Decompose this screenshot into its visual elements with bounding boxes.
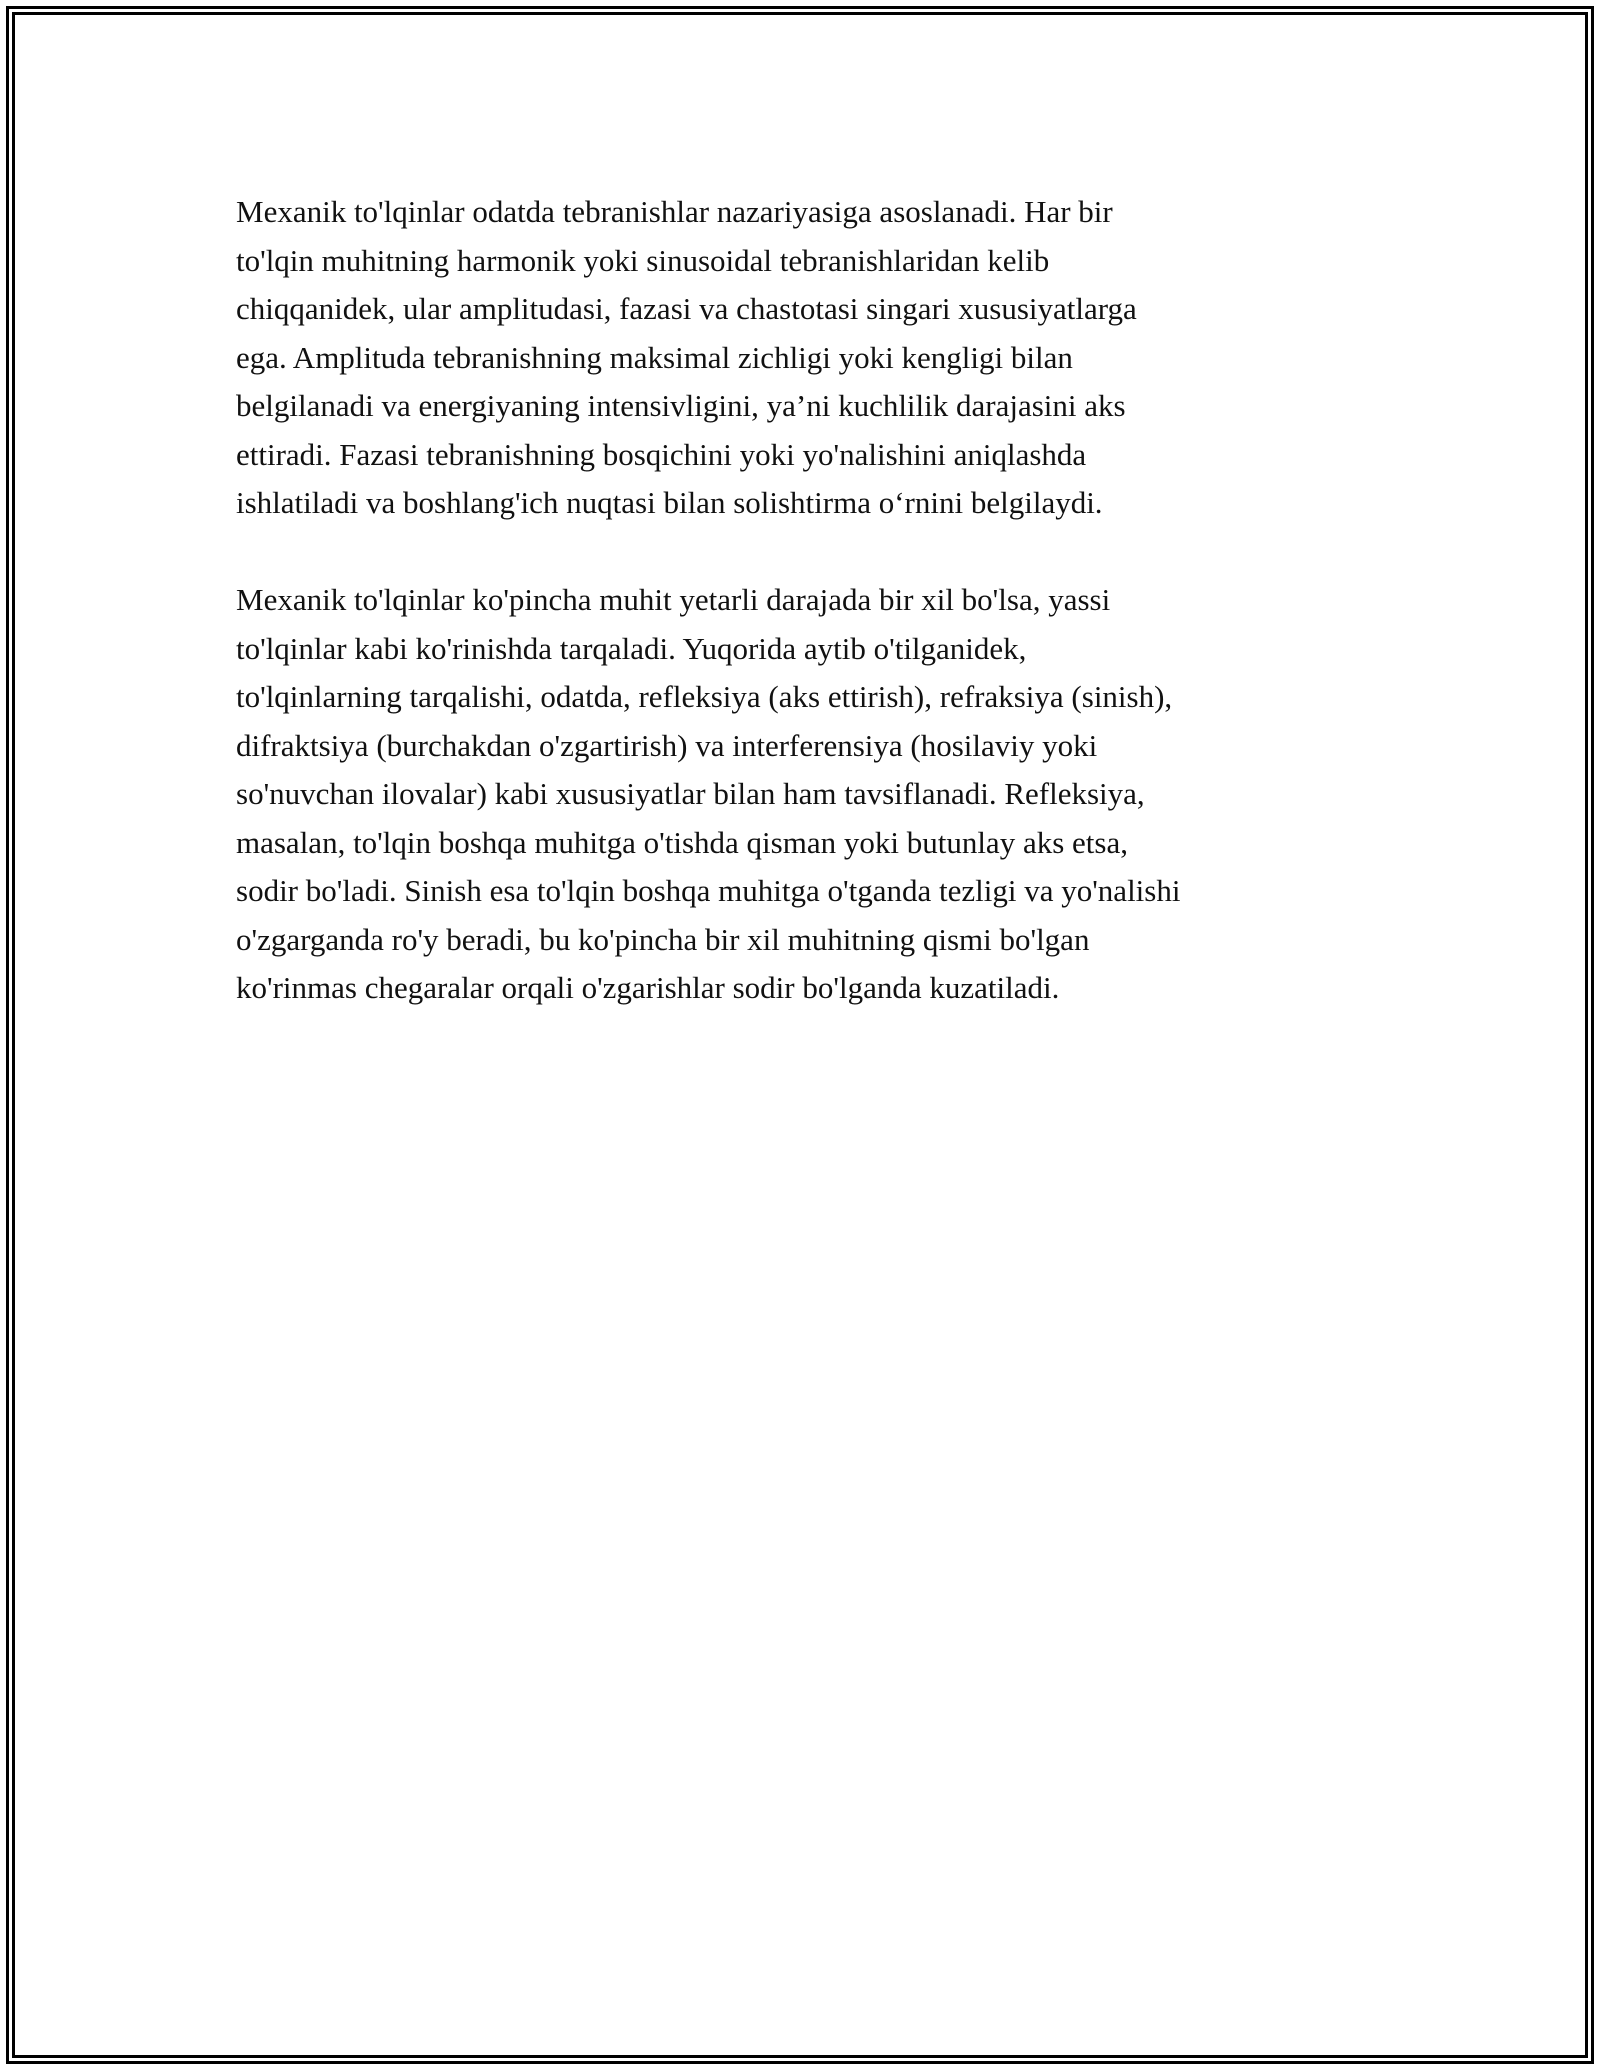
paragraph-1 — [236, 188, 1366, 528]
paragraph-line: difraktsiya (burchakdan o'zgartirish) va interferensiya (hosilaviy yoki — [236, 727, 1098, 763]
paragraph-line: ega. Amplituda tebranishning maksimal zichligi yoki kengligi bilan — [236, 339, 1073, 375]
paragraph-2 — [236, 576, 1366, 1013]
paragraph-line: belgilanadi va energiyaning intensivligini, ya’ni kuchlilik darajasini aks — [236, 388, 1126, 423]
paragraph-line: chiqqanidek, ular amplitudasi, fazasi va chastotasi singari xususiyatlarga — [236, 291, 1137, 326]
paragraph-line: o'zgarganda ro'y beradi, bu ko'pincha bir xil muhitning qismi bo'lgan — [236, 921, 1090, 957]
paragraph-line: to'lqinlarning tarqalishi, odatda, refleksiya (aks ettirish), refraksiya (sinish), — [236, 679, 1173, 714]
paragraph-line: Mexanik to'lqinlar odatda tebranishlar nazariyasiga asoslanadi. Har bir — [236, 194, 1113, 229]
paragraph-line: to'lqin muhitning harmonik yoki sinusoidal tebranishlaridan kelib — [236, 242, 1050, 278]
paragraph-line: ko'rinmas chegaralar orqali o'zgarishlar sodir bo'lganda kuzatiladi. — [236, 970, 1060, 1005]
paragraph-line: ishlatiladi va boshlang'ich nuqtasi bilan solishtirma o‘rnini belgilaydi. — [236, 485, 1103, 520]
paragraph-line: Mexanik to'lqinlar ko'pincha muhit yetarli darajada bir xil bo'lsa, yassi — [236, 582, 1111, 617]
paragraph-line: ettiradi. Fazasi tebranishning bosqichini yoki yo'nalishini aniqlashda — [236, 436, 1087, 472]
paragraph-line: so'nuvchan ilovalar) kabi xususiyatlar bilan ham tavsiflanadi. Refleksiya, — [236, 776, 1145, 811]
paragraph-line: to'lqinlar kabi ko'rinishda tarqaladi. Yuqorida aytib o'tilganidek, — [236, 630, 1027, 666]
paragraph-line: sodir bo'ladi. Sinish esa to'lqin boshqa muhitga o'tganda tezligi va yo'nalishi — [236, 873, 1181, 908]
paragraph-line: masalan, to'lqin boshqa muhitga o'tishda qisman yoki butunlay aks etsa, — [236, 824, 1128, 860]
document-body — [236, 188, 1366, 1061]
